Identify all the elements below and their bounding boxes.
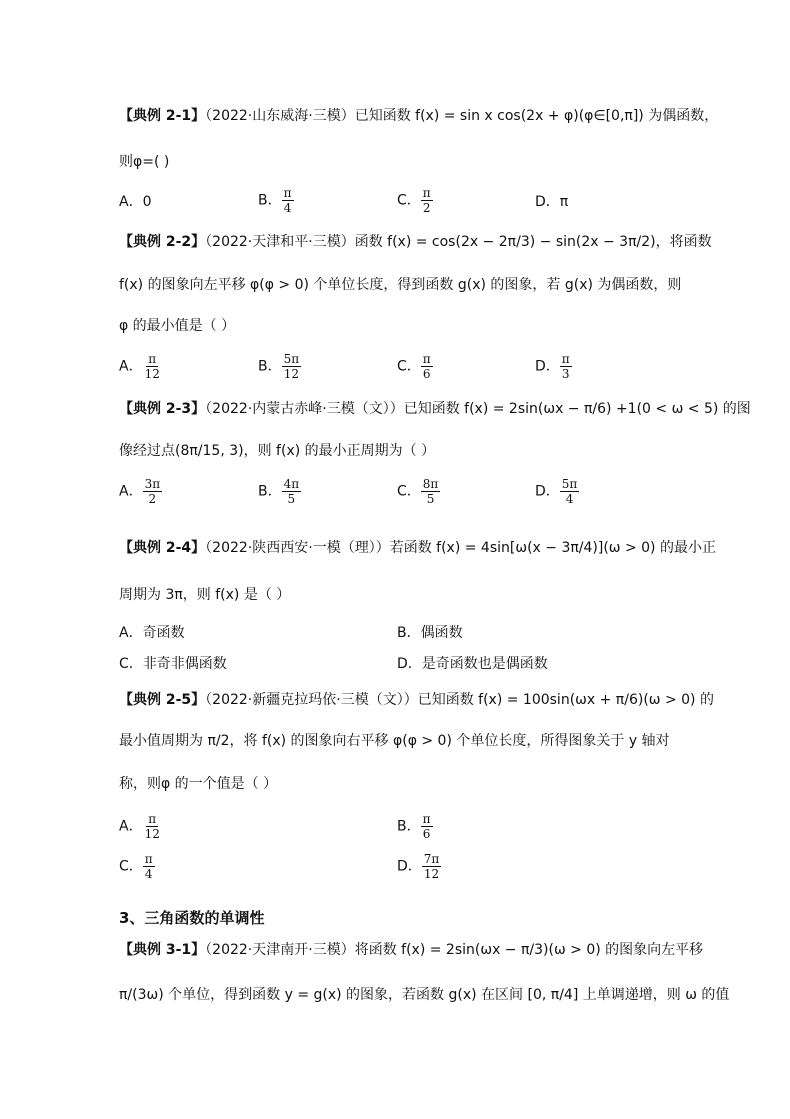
fraction: $\frac{\pi}{2}$ <box>422 186 431 215</box>
option-label: B． <box>258 192 282 209</box>
example-2-1 <box>119 106 718 126</box>
fraction: $\frac{\pi}{6}$ <box>422 812 431 841</box>
example-text: （2022·陕西西安·一模（理））若函数 f(x) = 4sin[ω(x − 3π/4)](ω > 0) 的最小正 <box>205 540 716 556</box>
option-d[interactable] <box>535 477 579 506</box>
fraction: $\frac{\pi}{4}$ <box>144 852 153 881</box>
example-2-2 <box>119 232 712 252</box>
option-label: A． <box>119 358 143 375</box>
example-tag: 【典例 2-2】 <box>119 234 206 250</box>
example-tag: 【典例 2-3】 <box>119 401 206 417</box>
example-tag: 【典例 2-4】 <box>119 540 206 556</box>
option-b[interactable] <box>258 186 294 215</box>
option-d[interactable] <box>535 352 572 381</box>
section-heading: 3、三角函数的单调性 <box>119 909 265 927</box>
option-label: B． <box>258 358 282 375</box>
option-b[interactable] <box>258 352 301 381</box>
fraction: $\frac{\pi}{12}$ <box>144 352 160 381</box>
example-2-4 <box>119 538 716 558</box>
option-a[interactable]: A．奇函数 <box>119 625 185 641</box>
option-label: B． <box>258 483 282 500</box>
fraction: $\frac{5\pi}{12}$ <box>283 352 300 381</box>
example-tag: 【典例 2-1】 <box>119 108 206 124</box>
example-text: （2022·天津和平·三模）函数 f(x) = cos(2x − 2π/3) − sin(2x − 3π/2)，将函数 <box>205 234 712 250</box>
option-label: C． <box>119 858 143 875</box>
fraction: $\frac{\pi}{3}$ <box>561 352 570 381</box>
option-c[interactable]: C．非奇非偶函数 <box>119 656 227 672</box>
example-3-1-line2: π/(3ω) 个单位，得到函数 y = g(x) 的图象，若函数 g(x) 在区间 [0, π/4] 上单调递增，则 ω 的值 <box>119 987 730 1003</box>
example-2-2-line3: φ 的最小值是（ ） <box>119 318 236 334</box>
option-a[interactable] <box>119 812 162 841</box>
fraction: $\frac{8\pi}{5}$ <box>422 477 439 506</box>
option-c[interactable] <box>397 186 433 215</box>
option-b[interactable] <box>258 477 301 506</box>
option-a[interactable]: A．0 <box>119 194 152 210</box>
example-text: （2022·山东威海·三模）已知函数 f(x) = sin x cos(2x + φ)(φ∈[0,π]) 为偶函数， <box>205 108 719 124</box>
example-2-5-line3: 称，则φ 的一个值是（ ） <box>119 776 278 792</box>
example-2-5 <box>119 690 714 710</box>
fraction: $\frac{\pi}{4}$ <box>283 186 292 215</box>
option-a[interactable] <box>119 477 162 506</box>
example-text: （2022·内蒙古赤峰·三模（文））已知函数 f(x) = 2sin(ωx − π/6) +1(0 < ω < 5) 的图 <box>205 401 751 417</box>
example-2-1-line2: 则φ=( ) <box>119 154 170 170</box>
fraction: $\frac{\pi}{6}$ <box>422 352 431 381</box>
fraction: $\frac{4\pi}{5}$ <box>283 477 300 506</box>
option-c[interactable] <box>397 477 440 506</box>
example-2-5-line2: 最小值周期为 π/2，将 f(x) 的图象向右平移 φ(φ > 0) 个单位长度，所得图象关于 y 轴对 <box>119 733 670 749</box>
option-label: C． <box>397 192 421 209</box>
option-label: C． <box>397 483 421 500</box>
example-2-3 <box>119 399 751 419</box>
example-2-4-line2: 周期为 3π，则 f(x) 是（ ） <box>119 587 291 603</box>
option-b[interactable]: B．偶函数 <box>397 625 463 641</box>
option-label: B． <box>397 818 421 835</box>
example-3-1 <box>119 940 703 960</box>
example-text: （2022·天津南开·三模）将函数 f(x) = 2sin(ωx − π/3)(ω > 0) 的图象向左平移 <box>205 942 704 958</box>
option-label: C． <box>397 358 421 375</box>
option-label: A． <box>119 483 143 500</box>
example-text: （2022·新疆克拉玛依·三模（文））已知函数 f(x) = 100sin(ωx + π/6)(ω > 0) 的 <box>205 692 714 708</box>
fraction: $\frac{5\pi}{4}$ <box>561 477 578 506</box>
option-a[interactable] <box>119 352 162 381</box>
option-d[interactable] <box>397 852 441 881</box>
example-tag: 【典例 2-5】 <box>119 692 206 708</box>
example-2-3-line2: 像经过点(8π/15, 3)，则 f(x) 的最小正周期为（ ） <box>119 443 436 459</box>
option-label: D． <box>397 858 422 875</box>
option-d[interactable]: D．π <box>535 194 569 210</box>
option-label: D． <box>535 358 560 375</box>
option-label: A． <box>119 818 143 835</box>
option-c[interactable] <box>397 352 433 381</box>
option-b[interactable] <box>397 812 433 841</box>
fraction: $\frac{\pi}{12}$ <box>144 812 160 841</box>
option-label: D． <box>535 483 560 500</box>
fraction: $\frac{3\pi}{2}$ <box>144 477 161 506</box>
fraction: $\frac{7\pi}{12}$ <box>423 852 440 881</box>
option-c[interactable] <box>119 852 155 881</box>
example-tag: 【典例 3-1】 <box>119 942 206 958</box>
example-2-2-line2: f(x) 的图象向左平移 φ(φ > 0) 个单位长度，得到函数 g(x) 的图象，若 g(x) 为偶函数，则 <box>119 277 682 293</box>
option-d[interactable]: D．是奇函数也是偶函数 <box>397 656 548 672</box>
